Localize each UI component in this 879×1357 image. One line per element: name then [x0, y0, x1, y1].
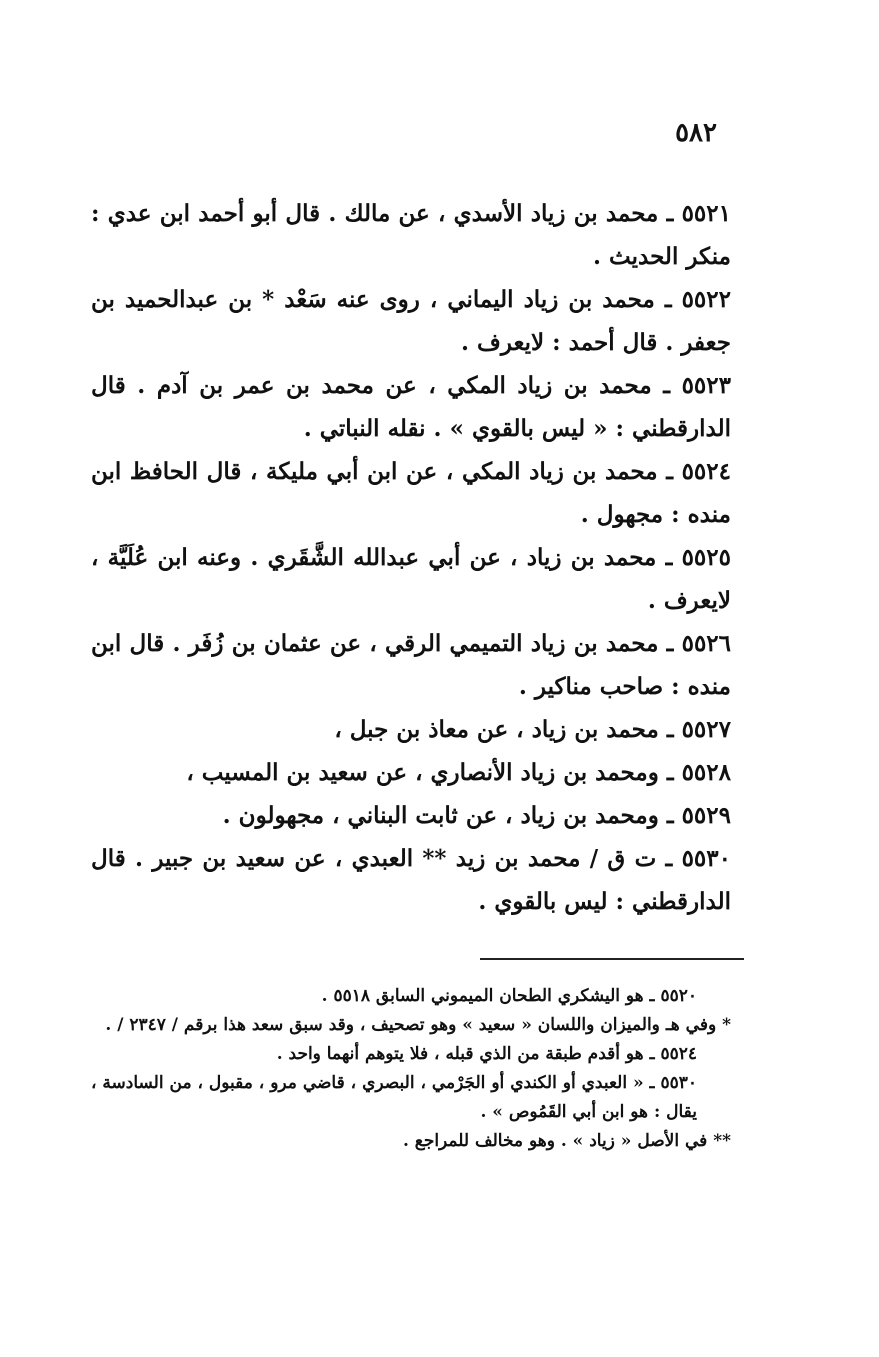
page-number: ٥٨٢: [675, 118, 717, 148]
footnote-divider: [480, 958, 744, 960]
footnote-star: * وفي هـ والميزان واللسان « سعيد » وهو تصحيف ، وقد سبق سعد هذا برقم / ٢٣٤٧ / .: [105, 1015, 731, 1035]
entry-5524: ٥٥٢٤ ـ محمد بن زياد المكي ، عن ابن أبي مليكة ، قال الحافظ ابن منده : مجهول .: [91, 458, 731, 528]
entry-5521: ٥٥٢١ ـ محمد بن زياد الأسدي ، عن مالك . قال أبو أحمد ابن عدي : منكر الحديث .: [91, 200, 731, 270]
entry-5528: ٥٥٢٨ ـ ومحمد بن زياد الأنصاري ، عن سعيد بن المسيب ،: [186, 759, 731, 786]
entry-5530: ٥٥٣٠ ـ ت ق / محمد بن زيد ** العبدي ، عن سعيد بن جبير . قال الدارقطني : ليس بالقوي .: [91, 845, 731, 915]
footnote-5524: ٥٥٢٤ ـ هو أقدم طبقة من الذي قبله ، فلا يتوهم أنهما واحد .: [276, 1044, 697, 1064]
entry-5529: ٥٥٢٩ ـ ومحمد بن زياد ، عن ثابت البناني ، مجهولون .: [222, 802, 731, 829]
footnote-double-star: ** في الأصل « زياد » . وهو مخالف للمراجع .: [402, 1131, 731, 1151]
entry-5523: ٥٥٢٣ ـ محمد بن زياد المكي ، عن محمد بن عمر بن آدم . قال الدارقطني : « ليس بالقوي » . نقله النباتي .: [91, 372, 731, 442]
entry-5527: ٥٥٢٧ ـ محمد بن زياد ، عن معاذ بن جبل ،: [334, 716, 731, 743]
footnotes: [91, 982, 731, 1156]
footnote-5530: ٥٥٣٠ ـ « العبدي أو الكندي أو الجَرْمي ، البصري ، قاضي مرو ، مقبول ، من السادسة ، يقال : هو ابن أبي القَمُوص » .: [91, 1073, 697, 1122]
entry-5522: ٥٥٢٢ ـ محمد بن زياد اليماني ، روى عنه سَعْد * بن عبدالحميد بن جعفر . قال أحمد : لايعرف .: [91, 286, 731, 356]
main-text: [91, 192, 731, 923]
entry-5526: ٥٥٢٦ ـ محمد بن زياد التميمي الرقي ، عن عثمان بن زُفَر . قال ابن منده : صاحب مناكير .: [91, 630, 732, 700]
entry-5525: ٥٥٢٥ ـ محمد بن زياد ، عن أبي عبدالله الشَّقَري . وعنه ابن عُلَيَّة ، لايعرف .: [91, 544, 731, 614]
footnote-5520: ٥٥٢٠ ـ هو اليشكري الطحان الميموني السابق ٥٥١٨ .: [321, 986, 697, 1006]
